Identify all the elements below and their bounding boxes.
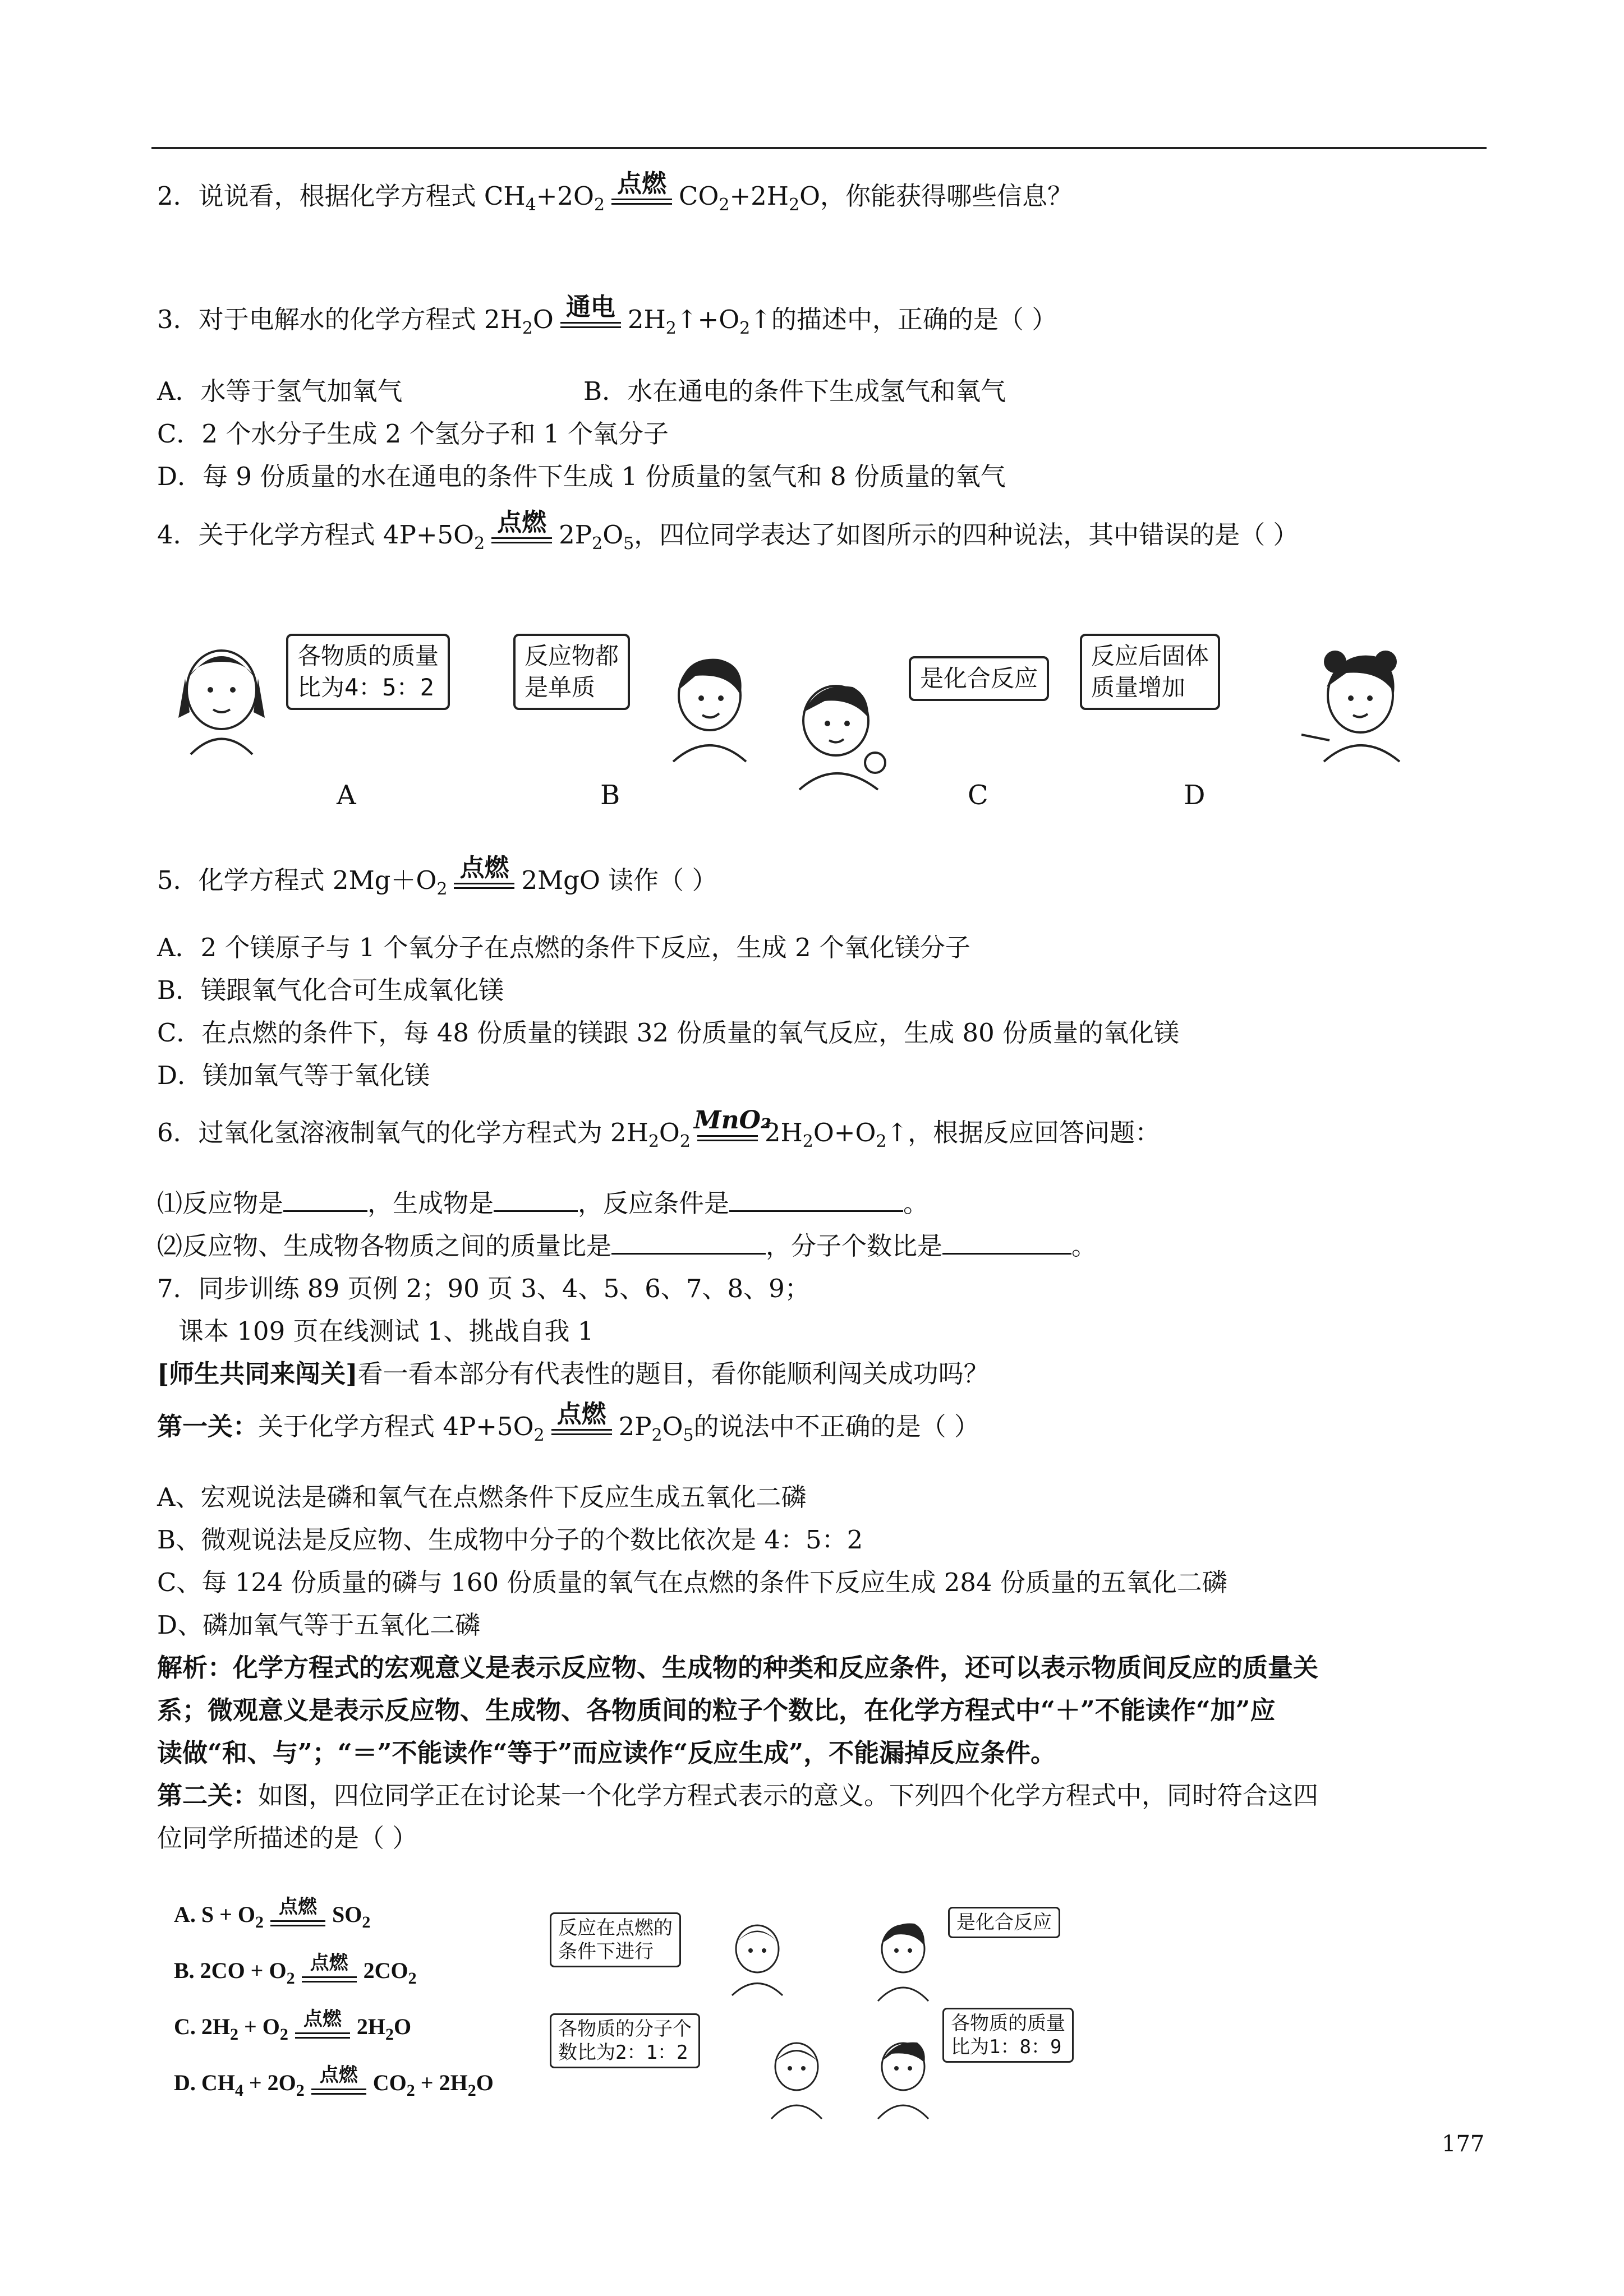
discussion-student-3 [763,2036,830,2120]
figure-label-a: A [337,780,356,811]
student-d-illustration [1301,639,1414,763]
level-2-question-line-2: 位同学所描述的是（ ） [157,1823,418,1853]
question-6: 6．过氧化氢溶液制氧气的化学方程式为 $2H_2O_2$ MnO₂ $2H_2O+O_2↑$，根据反应回答问题： [157,1106,1161,1151]
equation-option-d: D. $CH_4 + 2O_2$ 点燃 $CO_2 + 2H_2O$ [174,2064,494,2100]
bubble-a-text: 各物质的质量 比为4：5：2 [297,642,439,701]
q3-option-a: A．水等于氢气加氧气 [157,376,403,406]
reaction-condition: 点燃 [450,864,518,897]
student-a-illustration [168,639,275,757]
speech-bubble-b [513,634,630,710]
discussion-student-4 [869,2036,937,2120]
level-1-option-a: A、宏观说法是磷和氧气在点燃条件下反应生成五氧化二磷 [157,1482,807,1512]
question-7-line-1: 7．同步训练 89 页例 2；90 页 3、4、5、6、7、8、9； [157,1274,810,1303]
discussion-student-2 [869,1918,937,2002]
speech-bubble-c [909,656,1049,701]
figure-discussion [539,1907,1156,2120]
q5-option-d: D．镁加氧气等于氧化镁 [157,1061,430,1090]
level-1-question: 第一关：关于化学方程式 $4P+5O_2$ 点燃 $2P_2O_5$的说法中不正确的是（ ） [157,1400,979,1445]
q5-option-a: A．2 个镁原子与 1 个氧分子在点燃的条件下反应，生成 2 个氧化镁分子 [157,933,970,962]
speech-bubble-d [1080,634,1220,710]
answer-blank-mass-ratio[interactable] [611,1229,766,1255]
question-4: 4．关于化学方程式 $4P+5O_2$ 点燃 $2P_2O_5$，四位同学表达了如图所示的四种说法，其中错误的是（ ） [157,508,1299,554]
figure-label-d: D [1184,780,1206,811]
question-2: 2．说说看，根据化学方程式 $CH_4+2O_2$ 点燃 $CO_2+2H_2O$，你能获得哪些信息？ [157,169,1073,215]
analysis-line-1: 解析：化学方程式的宏观意义是表示反应物、生成物的种类和反应条件，还可以表示物质间反应的质量关 [157,1653,1319,1682]
reaction-condition: 点燃 [608,179,675,213]
analysis-line-2: 系；微观意义是表示反应物、生成物、各物质间的粒子个数比，在化学方程式中“＋”不能读作“加”应 [157,1695,1276,1725]
figure-label-b: B [600,780,620,811]
q3-option-d: D．每 9 份质量的水在通电的条件下生成 1 份质量的氢气和 8 份质量的氧气 [157,462,1006,491]
student-b-illustration [662,651,757,763]
q5-option-b: B．镁跟氧气化合可生成氧化镁 [157,975,504,1005]
discussion-bubble-4: 各物质的质量 比为1：8：9 [942,2008,1074,2063]
student-c-illustration [785,679,898,791]
analysis-line-3: 读做“和、与”；“＝”不能读作“等于”而应读作“反应生成”，不能漏掉反应条件。 [157,1738,1056,1768]
equation-option-b: B. $2CO + O_2$ 点燃 $2CO_2$ [174,1952,417,1988]
reaction-condition: 点燃 [488,518,555,552]
discussion-bubble-2: 是化合反应 [948,1907,1060,1938]
answer-blank-molecule-ratio[interactable] [942,1229,1071,1255]
bubble-c-text: 是化合反应 [920,665,1038,692]
q3-option-c: C．2 个水分子生成 2 个氢分子和 1 个氧分子 [157,419,669,449]
bubble-d-text: 反应后固体 质量增加 [1091,642,1209,701]
header-rule [151,147,1487,149]
level-2-question-line-1: 第二关：如图，四位同学正在讨论某一个化学方程式表示的意义。下列四个化学方程式中，同时符合这四 [157,1781,1319,1810]
answer-blank-reactants[interactable] [283,1187,367,1212]
level-1-option-d: D、磷加氧气等于五氧化二磷 [157,1610,481,1640]
answer-blank-condition[interactable] [729,1187,903,1212]
discussion-bubble-1: 反应在点燃的 条件下进行 [550,1912,681,1967]
equation-option-c: C. $2H_2 + O_2$ 点燃 $2H_2O$ [174,2008,412,2044]
figure-label-c: C [968,780,988,811]
level-2-equation-options [168,1890,539,2126]
answer-blank-products[interactable] [494,1187,578,1212]
reaction-condition: MnO₂ [694,1116,761,1150]
question-6-part-1: ⑴反应物是 ，生成物是 ，反应条件是 。 [157,1187,928,1220]
reaction-condition: 点燃 [548,1410,615,1444]
equation-option-a: A. $S + O_2$ 点燃 $SO_2$ [174,1896,371,1931]
section-heading: [师生共同来闯关]看一看本部分有代表性的题目，看你能顺利闯关成功吗？ [157,1359,989,1389]
figure-four-students [168,623,1430,824]
question-3: 3．对于电解水的化学方程式 $2H_2O$ 通电 $2H_2↑+O_2↑$的描述中，正确的是（ ） [157,293,1057,338]
question-7-line-2: 课本 109 页在线测试 1、挑战自我 1 [178,1316,594,1346]
level-1-option-b: B、微观说法是反应物、生成物中分子的个数比依次是 4：5：2 [157,1525,863,1555]
level-1-option-c: C、每 124 份质量的磷与 160 份质量的氧气在点燃的条件下反应生成 284 份质量的五氧化二磷 [157,1567,1227,1597]
speech-bubble-a [286,634,450,710]
question-5: 5．化学方程式 $2Mg+O_2$ 点燃 2MgO 读作（ ） [157,854,717,899]
page-number: 177 [1442,2131,1485,2157]
bubble-b-text: 反应物都 是单质 [525,642,619,701]
discussion-bubble-3: 各物质的分子个 数比为2：1：2 [550,2013,700,2068]
question-6-part-2: ⑵反应物、生成物各物质之间的质量比是 ，分子个数比是 。 [157,1229,1097,1263]
q5-option-c: C．在点燃的条件下，每 48 份质量的镁跟 32 份质量的氧气反应，生成 80 份质量的氧化镁 [157,1018,1180,1048]
reaction-condition: 通电 [557,303,624,336]
discussion-student-1 [724,1918,791,1997]
q3-option-b: B．水在通电的条件下生成氢气和氧气 [583,376,1006,406]
